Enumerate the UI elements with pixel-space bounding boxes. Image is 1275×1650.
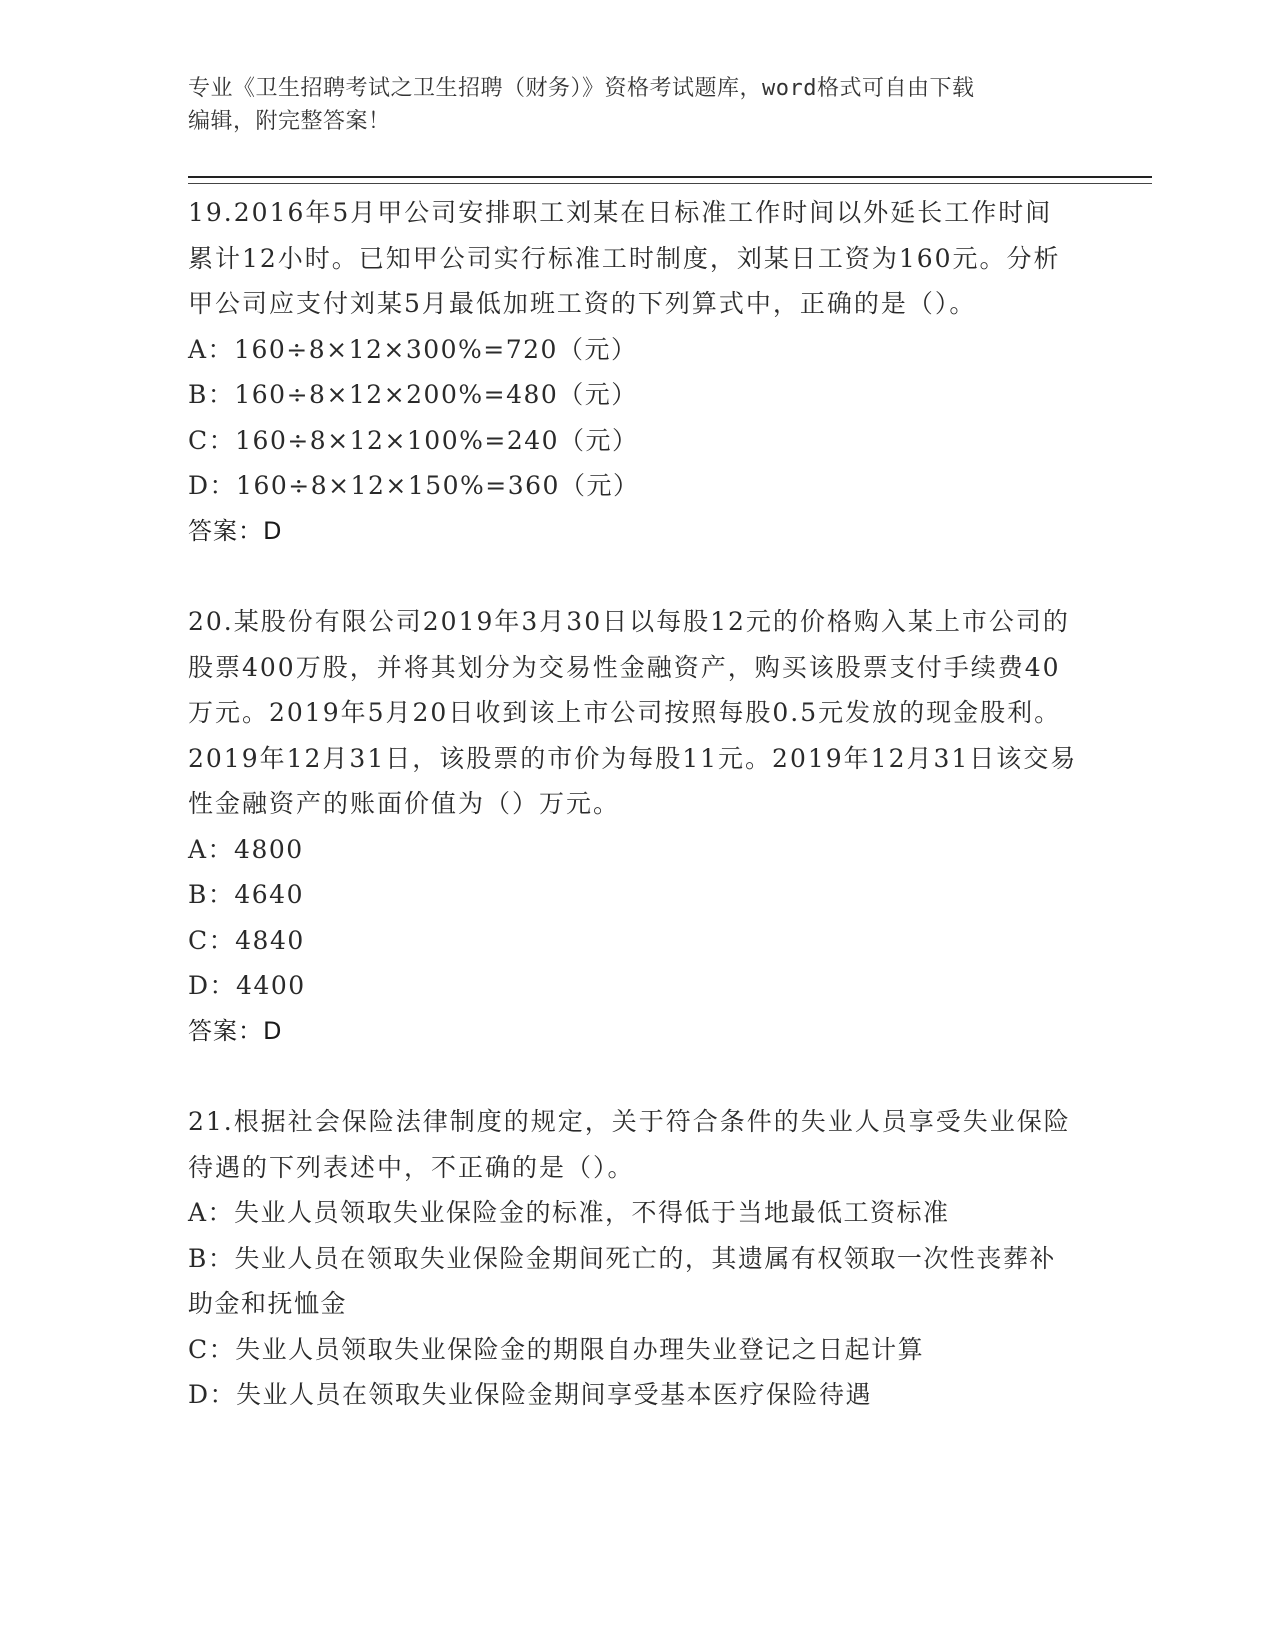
question-20 bbox=[188, 599, 1078, 1054]
option-c: C：失业人员领取失业保险金的期限自办理失业登记之日起计算 bbox=[188, 1334, 925, 1364]
option-d: D：160÷8×12×150%=360（元） bbox=[188, 471, 640, 500]
question-spacer bbox=[188, 1054, 1078, 1099]
header-divider-thick bbox=[188, 176, 1152, 178]
header-line-2: 编辑，附完整答案！ bbox=[188, 109, 391, 134]
question-21 bbox=[188, 1099, 1078, 1418]
option-b: B：失业人员在领取失业保险金期间死亡的，其遗属有权领取一次性丧葬补助金和抚恤金 bbox=[188, 1243, 1056, 1318]
option-a: A：失业人员领取失业保险金的标准，不得低于当地最低工资标准 bbox=[188, 1198, 950, 1227]
answer-line: 答案：D bbox=[188, 1016, 283, 1045]
question-stem: 20.某股份有限公司2019年3月30日以每股12元的价格购入某上市公司的股票400万股，并将其划分为交易性金融资产，购买该股票支付手续费40万元。2019年5月20日收到该上市公司按照每股0.5元发放的现金股利。2019年12月31日，该股票的市价为每股11元。2019年12月31日该交易性金融资产的账面价值为（）万元。 bbox=[188, 607, 1078, 818]
question-list bbox=[188, 190, 1078, 1418]
option-d: D：4400 bbox=[188, 971, 306, 1000]
option-b: B：160÷8×12×200%=480（元） bbox=[188, 380, 638, 409]
page-header bbox=[188, 72, 1088, 138]
answer-line: 答案：D bbox=[188, 516, 283, 545]
option-b: B：4640 bbox=[188, 880, 304, 909]
option-d: D：失业人员在领取失业保险金期间享受基本医疗保险待遇 bbox=[188, 1380, 873, 1409]
question-stem: 21.根据社会保险法律制度的规定，关于符合条件的失业人员享受失业保险待遇的下列表述中，不正确的是（）。 bbox=[188, 1107, 1071, 1182]
option-c: C：160÷8×12×100%=240（元） bbox=[188, 425, 639, 455]
option-c: C：4840 bbox=[188, 925, 305, 955]
question-stem: 19.2016年5月甲公司安排职工刘某在日标准工作时间以外延长工作时间累计12小时。已知甲公司实行标准工时制度，刘某日工资为160元。分析甲公司应支付刘某5月最低加班工资的下列算式中，正确的是（）。 bbox=[188, 198, 1061, 318]
option-a: A：160÷8×12×300%=720（元） bbox=[188, 334, 638, 364]
header-divider-thin bbox=[188, 183, 1152, 184]
question-19 bbox=[188, 190, 1078, 554]
header-line-1: 专业《卫生招聘考试之卫生招聘（财务）》资格考试题库，word格式可自由下载 bbox=[188, 76, 975, 101]
question-spacer bbox=[188, 554, 1078, 599]
option-a: A：4800 bbox=[188, 834, 304, 864]
